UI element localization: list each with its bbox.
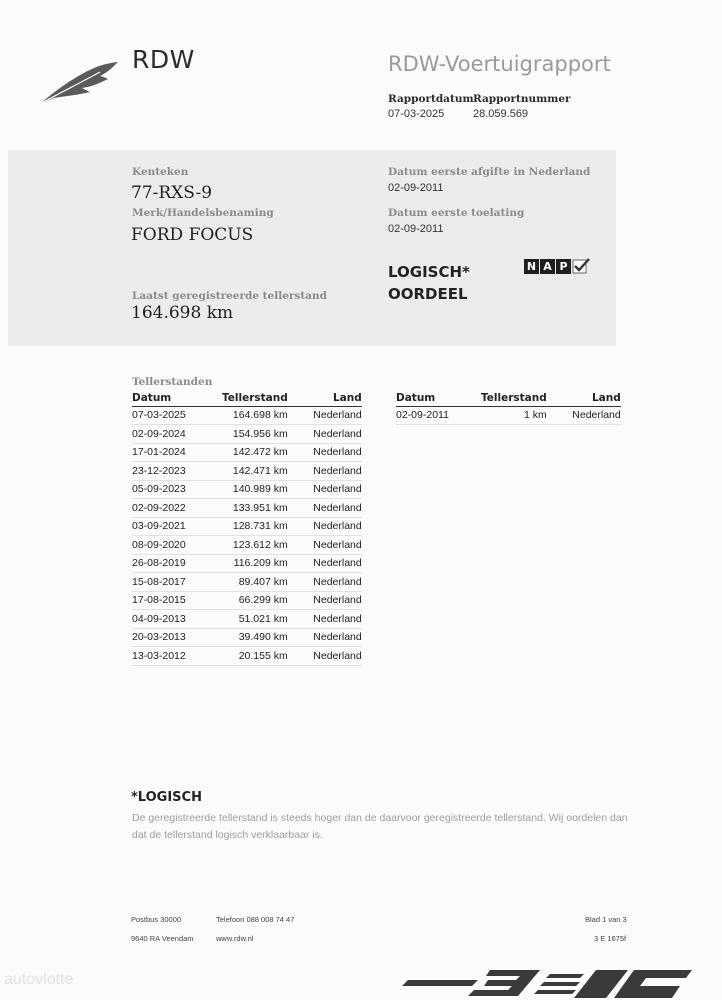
cell-land: Nederland	[289, 536, 362, 555]
cell-datum: 07-03-2025	[132, 406, 222, 425]
rdw-feather-logo	[38, 60, 120, 106]
cell-datum: 08-09-2020	[132, 536, 222, 555]
toelating-value: 02-09-2011	[388, 223, 444, 235]
cell-land: Nederland	[289, 591, 362, 610]
cell-land: Nederland	[289, 499, 362, 518]
col-datum: Datum	[396, 391, 481, 406]
vehicle-summary-panel	[8, 150, 616, 346]
cell-datum: 15-08-2017	[132, 573, 222, 592]
table-row	[132, 443, 362, 462]
col-datum: Datum	[132, 391, 222, 406]
cell-tellerstand: 39.490 km	[222, 628, 289, 647]
kenteken-label: Kenteken	[132, 166, 189, 178]
nap-badge	[524, 258, 590, 274]
verdict-line2: OORDEEL	[388, 285, 468, 303]
table-row	[132, 647, 362, 666]
cell-tellerstand: 154.956 km	[222, 425, 289, 444]
cell-datum: 03-09-2021	[132, 517, 222, 536]
cell-tellerstand: 51.021 km	[222, 610, 289, 629]
cell-datum: 04-09-2013	[132, 610, 222, 629]
cell-land: Nederland	[289, 480, 362, 499]
table-row	[132, 591, 362, 610]
footer-code: 3 E 1675f	[594, 934, 627, 943]
toelating-label: Datum eerste toelating	[388, 207, 525, 219]
logo-text: RDW	[132, 45, 195, 74]
afgifte-value: 02-09-2011	[388, 182, 444, 194]
verdict-line1: LOGISCH*	[388, 263, 470, 281]
cell-datum: 20-03-2013	[132, 628, 222, 647]
cell-land: Nederland	[289, 425, 362, 444]
footer-postbus: Postbus 30000	[131, 915, 182, 924]
cell-land: Nederland	[289, 443, 362, 462]
cell-land: Nederland	[289, 462, 362, 481]
afgifte-label: Datum eerste afgifte in Nederland	[388, 166, 591, 178]
col-tellerstand: Tellerstand	[222, 391, 289, 406]
table-row	[396, 406, 621, 425]
nap-letter-a: A	[540, 259, 555, 274]
table-row	[132, 573, 362, 592]
cell-land: Nederland	[289, 573, 362, 592]
cell-datum: 02-09-2011	[396, 406, 481, 425]
teller-label: Laatst geregistreerde tellerstand	[132, 290, 327, 302]
table-row	[132, 628, 362, 647]
note-text: De geregistreerde tellerstand is steeds hoger dan de daarvoor geregistreerde tellerstand. Wij oordelen dan dat de tellerstand logisch verklaarbaar is.	[132, 812, 628, 841]
nap-letter-p: P	[556, 259, 571, 274]
rdw-stripe-graphic	[400, 966, 700, 1000]
table-row	[132, 406, 362, 425]
cell-datum: 17-01-2024	[132, 443, 222, 462]
footer-telefoon: Telefoon 088 008 74 47	[216, 915, 295, 924]
cell-tellerstand: 142.471 km	[222, 462, 289, 481]
cell-datum: 05-09-2023	[132, 480, 222, 499]
cell-tellerstand: 89.407 km	[222, 573, 289, 592]
merk-label: Merk/Handelsbenaming	[132, 207, 274, 219]
table-row	[132, 499, 362, 518]
col-land: Land	[289, 391, 362, 406]
tellerstanden-table-right	[396, 391, 621, 425]
cell-tellerstand: 142.472 km	[222, 443, 289, 462]
merk-value: FORD FOCUS	[131, 225, 254, 245]
cell-datum: 23-12-2023	[132, 462, 222, 481]
watermark-text: autovlotte	[4, 971, 74, 988]
cell-tellerstand: 66.299 km	[222, 591, 289, 610]
cell-tellerstand: 123.612 km	[222, 536, 289, 555]
rapportnummer-value: 28.059.569	[473, 108, 529, 120]
cell-tellerstand: 140.989 km	[222, 480, 289, 499]
kenteken-value: 77-RXS-9	[131, 183, 213, 203]
table-row	[132, 554, 362, 573]
table-row	[132, 610, 362, 629]
col-tellerstand: Tellerstand	[481, 391, 548, 406]
footer-page: Blad 1 van 3	[585, 915, 627, 924]
cell-land: Nederland	[289, 406, 362, 425]
cell-datum: 26-08-2019	[132, 554, 222, 573]
rapportdatum-value: 07-03-2025	[388, 108, 445, 120]
cell-land: Nederland	[289, 628, 362, 647]
checkmark-icon	[572, 258, 590, 275]
cell-tellerstand: 128.731 km	[222, 517, 289, 536]
cell-tellerstand: 116.209 km	[222, 554, 289, 573]
cell-datum: 17-08-2015	[132, 591, 222, 610]
cell-land: Nederland	[289, 554, 362, 573]
cell-land: Nederland	[548, 406, 621, 425]
report-title: RDW-Voertuigrapport	[388, 52, 611, 76]
nap-letter-n: N	[524, 259, 539, 274]
rapportdatum-label: Rapportdatum	[388, 93, 474, 105]
cell-land: Nederland	[289, 517, 362, 536]
cell-land: Nederland	[289, 647, 362, 666]
teller-value: 164.698 km	[131, 303, 234, 323]
cell-datum: 13-03-2012	[132, 647, 222, 666]
table-row	[132, 425, 362, 444]
rapportnummer-label: Rapportnummer	[473, 93, 571, 105]
cell-tellerstand: 133.951 km	[222, 499, 289, 518]
table-row	[132, 536, 362, 555]
cell-land: Nederland	[289, 610, 362, 629]
cell-datum: 02-09-2024	[132, 425, 222, 444]
note-title: *LOGISCH	[131, 790, 202, 805]
table-row	[132, 480, 362, 499]
col-land: Land	[548, 391, 621, 406]
table-row	[132, 462, 362, 481]
footer-address: 9640 RA Veendam	[131, 934, 194, 943]
tellerstanden-title: Tellerstanden	[132, 376, 213, 388]
footer-website: www.rdw.nl	[216, 934, 254, 943]
cell-datum: 02-09-2022	[132, 499, 222, 518]
cell-tellerstand: 164.698 km	[222, 406, 289, 425]
table-row	[132, 517, 362, 536]
cell-tellerstand: 20.155 km	[222, 647, 289, 666]
cell-tellerstand: 1 km	[481, 406, 548, 425]
tellerstanden-table-left	[132, 391, 362, 666]
